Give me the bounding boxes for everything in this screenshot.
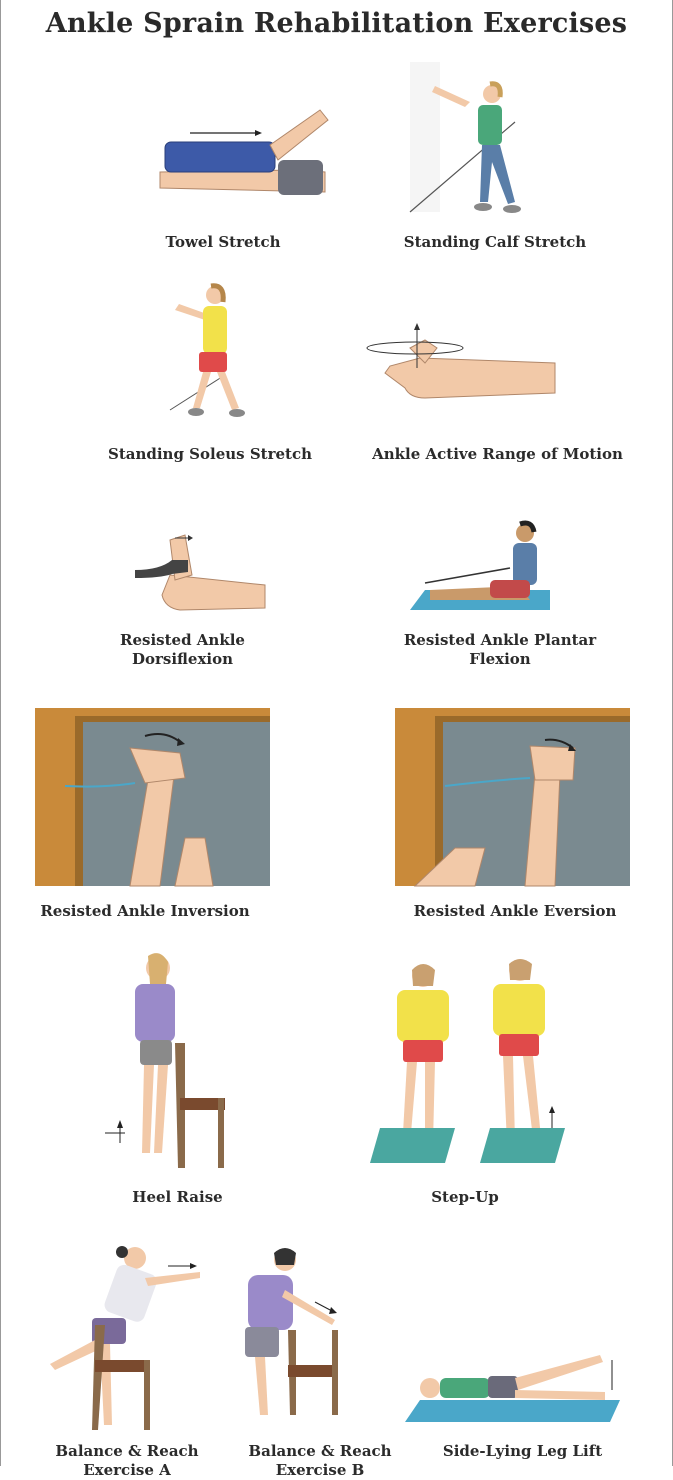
resisted-dorsiflexion-illustration	[130, 530, 270, 615]
step-up-illustration	[365, 958, 570, 1168]
caption-balance-reach-b-line1: Balance & Reach	[248, 1442, 392, 1460]
ankle-active-rom-illustration	[365, 318, 560, 408]
caption-ankle-active-rom: Ankle Active Range of Motion	[372, 445, 623, 463]
caption-balance-reach-a	[42, 1442, 212, 1480]
caption-resisted-plantar-flexion-line1: Resisted Ankle Plantar	[403, 631, 597, 649]
caption-standing-calf-stretch: Standing Calf Stretch	[403, 233, 587, 251]
standing-soleus-stretch-illustration	[165, 280, 255, 420]
caption-towel-stretch: Towel Stretch	[165, 233, 281, 251]
caption-side-lying-leg-lift: Side-Lying Leg Lift	[442, 1442, 603, 1460]
page-title: Ankle Sprain Rehabilitation Exercises	[45, 8, 628, 39]
standing-calf-stretch-illustration	[410, 62, 530, 222]
resisted-inversion-illustration	[35, 708, 270, 886]
caption-resisted-dorsiflexion-line1: Resisted Ankle	[120, 631, 245, 649]
caption-resisted-dorsiflexion-line2: Dorsiflexion	[131, 650, 234, 668]
caption-resisted-dorsiflexion	[95, 631, 270, 669]
caption-resisted-eversion: Resisted Ankle Eversion	[413, 902, 617, 920]
caption-balance-reach-b	[235, 1442, 405, 1480]
caption-heel-raise: Heel Raise	[132, 1188, 223, 1206]
caption-resisted-plantar-flexion-line2: Flexion	[469, 650, 531, 668]
caption-balance-reach-a-line2: Exercise A	[83, 1461, 171, 1479]
resisted-eversion-illustration	[395, 708, 630, 886]
balance-reach-b-illustration	[240, 1245, 350, 1420]
resisted-plantar-flexion-illustration	[410, 518, 555, 613]
caption-step-up: Step-Up	[431, 1188, 499, 1206]
balance-reach-a-illustration	[40, 1240, 210, 1435]
heel-raise-illustration	[100, 948, 235, 1173]
caption-balance-reach-b-line2: Exercise B	[275, 1461, 365, 1479]
caption-standing-soleus-stretch: Standing Soleus Stretch	[107, 445, 313, 463]
side-lying-leg-lift-illustration	[400, 1350, 625, 1425]
caption-resisted-inversion: Resisted Ankle Inversion	[40, 902, 250, 920]
caption-resisted-plantar-flexion	[395, 631, 605, 669]
caption-balance-reach-a-line1: Balance & Reach	[55, 1442, 199, 1460]
towel-stretch-illustration	[160, 100, 330, 200]
